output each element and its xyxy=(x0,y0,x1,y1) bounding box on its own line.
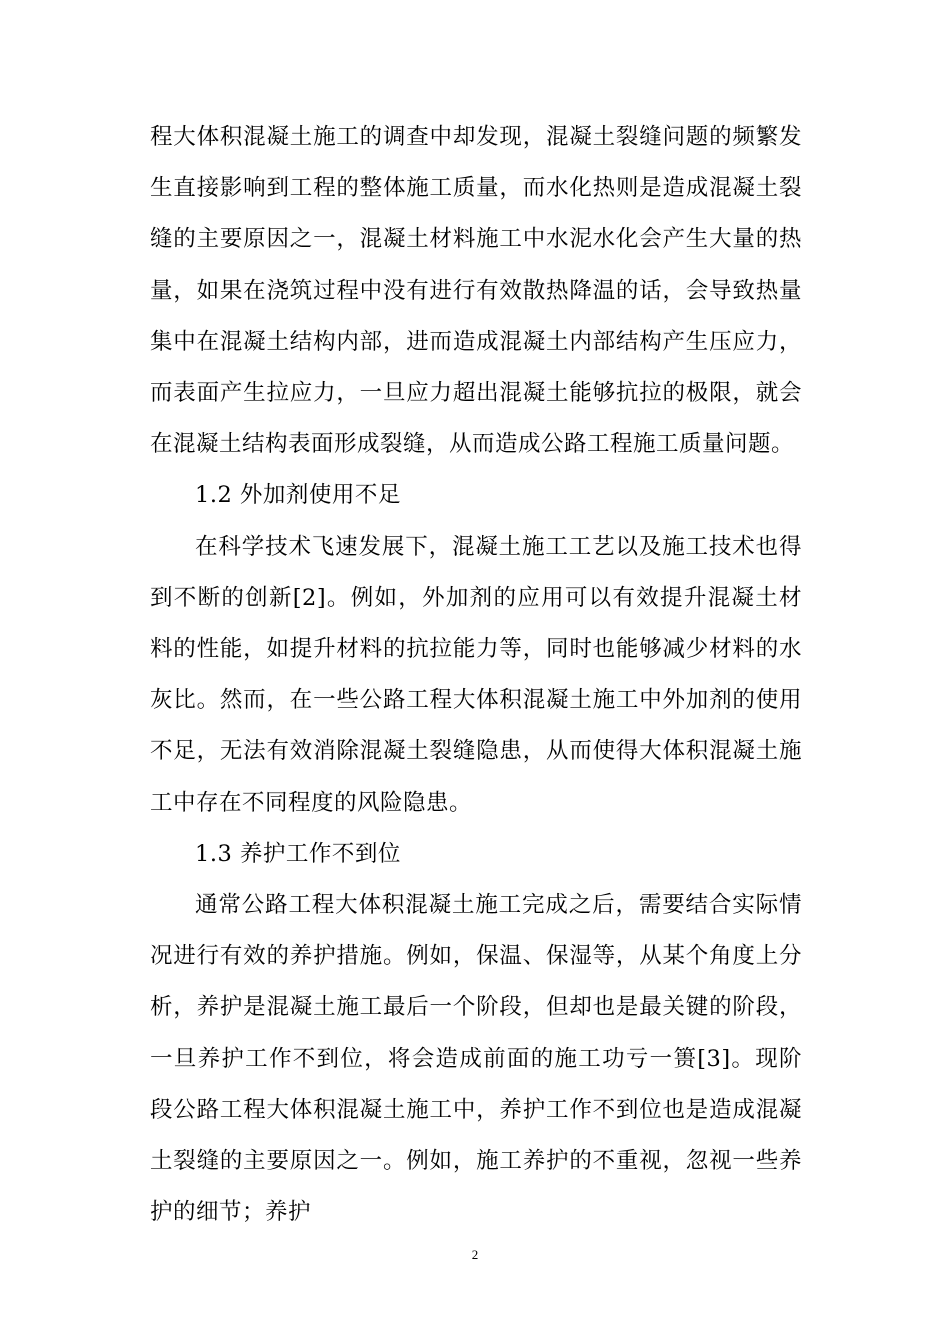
body-paragraph: 在科学技术飞速发展下，混凝土施工工艺以及施工技术也得到不断的创新[2]。例如，外加剂的应用可以有效提升混凝土材料的性能，如提升材料的抗拉能力等，同时也能够减少材料的水灰比。然而，在一些公路工程大体积混凝土施工中外加剂的使用不足，无法有效消除混凝土裂缝隐患，从而使得大体积混凝土施工中存在不同程度的风险隐患。 xyxy=(150,533,802,816)
document-body xyxy=(150,112,802,1238)
body-paragraph: 程大体积混凝土施工的调查中却发现，混凝土裂缝问题的频繁发生直接影响到工程的整体施工质量，而水化热则是造成混凝土裂缝的主要原因之一，混凝土材料施工中水泥水化会产生大量的热量，如果在浇筑过程中没有进行有效散热降温的话，会导致热量集中在混凝土结构内部，进而造成混凝土内部结构产生压应力，而表面产生拉应力，一旦应力超出混凝土能够抗拉的极限，就会在混凝土结构表面形成裂缝，从而造成公路工程施工质量问题。 xyxy=(150,124,802,458)
body-paragraph: 通常公路工程大体积混凝土施工完成之后，需要结合实际情况进行有效的养护措施。例如，保温、保湿等，从某个角度上分析，养护是混凝土施工最后一个阶段，但却也是最关键的阶段，一旦养护工作不到位，将会造成前面的施工功亏一篑[3]。现阶段公路工程大体积混凝土施工中，养护工作不到位也是造成混凝土裂缝的主要原因之一。例如，施工养护的不重视，忽视一些养护的细节；养护 xyxy=(150,892,802,1226)
section-heading-1-2: 1.2 外加剂使用不足 xyxy=(195,482,401,509)
section-heading-1-3: 1.3 养护工作不到位 xyxy=(195,840,401,867)
page-number: 2 xyxy=(471,1247,479,1262)
